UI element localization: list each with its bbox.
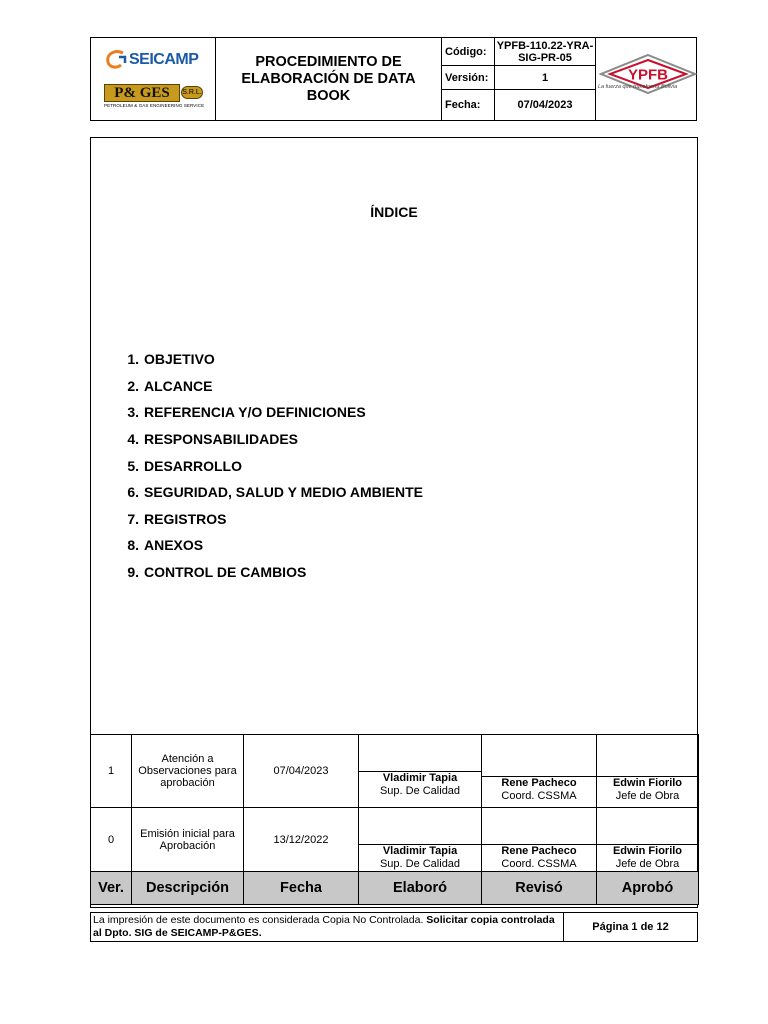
seicamp-wordmark: SEICAMP bbox=[129, 51, 199, 68]
revision-reviso bbox=[482, 808, 597, 872]
toc-number: 5. bbox=[127, 457, 139, 474]
version-value: 1 bbox=[541, 71, 549, 84]
page-number: Página 1 de 12 bbox=[592, 921, 669, 933]
toc-item[interactable] bbox=[115, 559, 423, 586]
reviso-role: Coord. CSSMA bbox=[501, 858, 577, 870]
document-title: PROCEDIMIENTO DE ELABORACIÓN DE DATA BOOK bbox=[216, 38, 442, 120]
fecha-label: Fecha: bbox=[442, 90, 495, 120]
aprobo-name: Edwin Fiorilo bbox=[612, 776, 683, 789]
signature-space bbox=[359, 808, 481, 845]
toc-number: 6. bbox=[127, 484, 139, 501]
toc-number: 9. bbox=[127, 564, 139, 581]
meta-row-fecha bbox=[442, 90, 595, 120]
revision-table-header bbox=[91, 872, 699, 905]
reviso-role: Coord. CSSMA bbox=[501, 789, 577, 802]
elaboro-role: Sup. De Calidad bbox=[379, 858, 461, 870]
toc-label: SEGURIDAD, SALUD Y MEDIO AMBIENTE bbox=[144, 484, 423, 501]
toc-item[interactable] bbox=[115, 479, 423, 506]
aprobo-role: Jefe de Obra bbox=[615, 858, 680, 870]
pges-srl-badge: S.R.L. bbox=[181, 86, 203, 99]
toc-label: REGISTROS bbox=[144, 510, 227, 527]
signature-space bbox=[482, 740, 596, 777]
toc-number: 7. bbox=[127, 510, 139, 527]
ypfb-diamond-icon bbox=[598, 52, 698, 102]
revision-date: 07/04/2023 bbox=[244, 735, 359, 808]
index-page-frame bbox=[90, 137, 698, 908]
revision-elaboro bbox=[359, 808, 482, 872]
toc-label: DESARROLLO bbox=[144, 457, 242, 474]
document-header bbox=[90, 37, 697, 121]
header-aprobo: Aprobó bbox=[597, 872, 699, 905]
meta-row-version bbox=[442, 66, 595, 89]
meta-row-codigo bbox=[442, 38, 595, 66]
toc-item[interactable] bbox=[115, 426, 423, 453]
toc-number: 3. bbox=[127, 404, 139, 421]
revision-ver: 1 bbox=[91, 735, 132, 808]
seicamp-logo bbox=[105, 50, 198, 70]
revision-reviso bbox=[482, 735, 597, 808]
revision-elaboro bbox=[359, 735, 482, 808]
toc-number: 1. bbox=[127, 351, 139, 368]
signature-space bbox=[597, 740, 698, 777]
revision-date: 13/12/2022 bbox=[244, 808, 359, 872]
signature-space bbox=[482, 808, 596, 845]
toc-label: ANEXOS bbox=[144, 537, 204, 554]
ypfb-tagline: La fuerza que transforma Bolivia bbox=[598, 84, 678, 90]
seicamp-swoosh-icon bbox=[105, 50, 127, 70]
document-meta bbox=[442, 38, 596, 120]
revision-ver: 0 bbox=[91, 808, 132, 872]
header-elaboro: Elaboró bbox=[359, 872, 482, 905]
header-descripcion: Descripción bbox=[132, 872, 244, 905]
header-fecha: Fecha bbox=[244, 872, 359, 905]
elaboro-role: Sup. De Calidad bbox=[379, 785, 461, 797]
header-ver: Ver. bbox=[91, 872, 132, 905]
signature-space bbox=[359, 735, 481, 772]
toc-item[interactable] bbox=[115, 452, 423, 479]
version-label: Versión: bbox=[442, 66, 495, 88]
toc-label: RESPONSABILIDADES bbox=[144, 431, 299, 448]
copy-note-bold: Solicitar copia controlada al Dpto. SIG de SEICAMP-P&GES. bbox=[93, 914, 555, 939]
revision-row bbox=[91, 808, 699, 872]
toc-label: CONTROL DE CAMBIOS bbox=[144, 564, 307, 581]
elaboro-name: Vladimir Tapia bbox=[382, 845, 458, 857]
toc-number: 4. bbox=[127, 431, 139, 448]
toc-item[interactable] bbox=[115, 346, 423, 373]
pges-logo bbox=[104, 84, 204, 110]
table-of-contents bbox=[115, 346, 423, 585]
toc-item[interactable] bbox=[115, 506, 423, 533]
ypfb-wordmark: YPFB bbox=[627, 66, 669, 84]
toc-number: 8. bbox=[127, 537, 139, 554]
codigo-label: Código: bbox=[442, 38, 495, 65]
revision-aprobo bbox=[597, 735, 699, 808]
toc-label: REFERENCIA Y/O DEFINICIONES bbox=[144, 404, 366, 421]
pges-subtitle: PETROLEUM & GAS ENGINEERING SERVICE bbox=[104, 103, 205, 108]
document-footer bbox=[90, 912, 698, 942]
seicamp-pges-logo bbox=[91, 38, 216, 120]
elaboro-name: Vladimir Tapia bbox=[382, 772, 458, 784]
toc-number: 2. bbox=[127, 377, 139, 394]
signature-space bbox=[597, 808, 698, 845]
revision-aprobo bbox=[597, 808, 699, 872]
revision-description: Atención a Observaciones para aprobación bbox=[132, 735, 244, 808]
header-reviso: Revisó bbox=[482, 872, 597, 905]
revision-table bbox=[90, 734, 699, 905]
toc-label: ALCANCE bbox=[144, 377, 213, 394]
ypfb-logo bbox=[596, 38, 696, 120]
toc-item[interactable] bbox=[115, 532, 423, 559]
toc-item[interactable] bbox=[115, 399, 423, 426]
revision-row bbox=[91, 735, 699, 808]
fecha-value: 07/04/2023 bbox=[517, 98, 573, 111]
reviso-name: Rene Pacheco bbox=[501, 776, 577, 789]
pges-wordmark: P& GES bbox=[104, 84, 180, 102]
toc-label: OBJETIVO bbox=[144, 351, 215, 368]
toc-item[interactable] bbox=[115, 373, 423, 400]
reviso-name: Rene Pacheco bbox=[501, 845, 577, 857]
revision-description: Emisión inicial para Aprobación bbox=[132, 808, 244, 872]
aprobo-name: Edwin Fiorilo bbox=[612, 845, 683, 857]
codigo-value: YPFB-110.22-YRA-SIG-PR-05 bbox=[496, 39, 594, 64]
index-title: ÍNDICE bbox=[370, 204, 418, 220]
copy-note-text: La impresión de este documento es considerada Copia No Controlada. bbox=[93, 914, 427, 926]
copy-control-note bbox=[91, 913, 564, 941]
aprobo-role: Jefe de Obra bbox=[615, 789, 680, 802]
